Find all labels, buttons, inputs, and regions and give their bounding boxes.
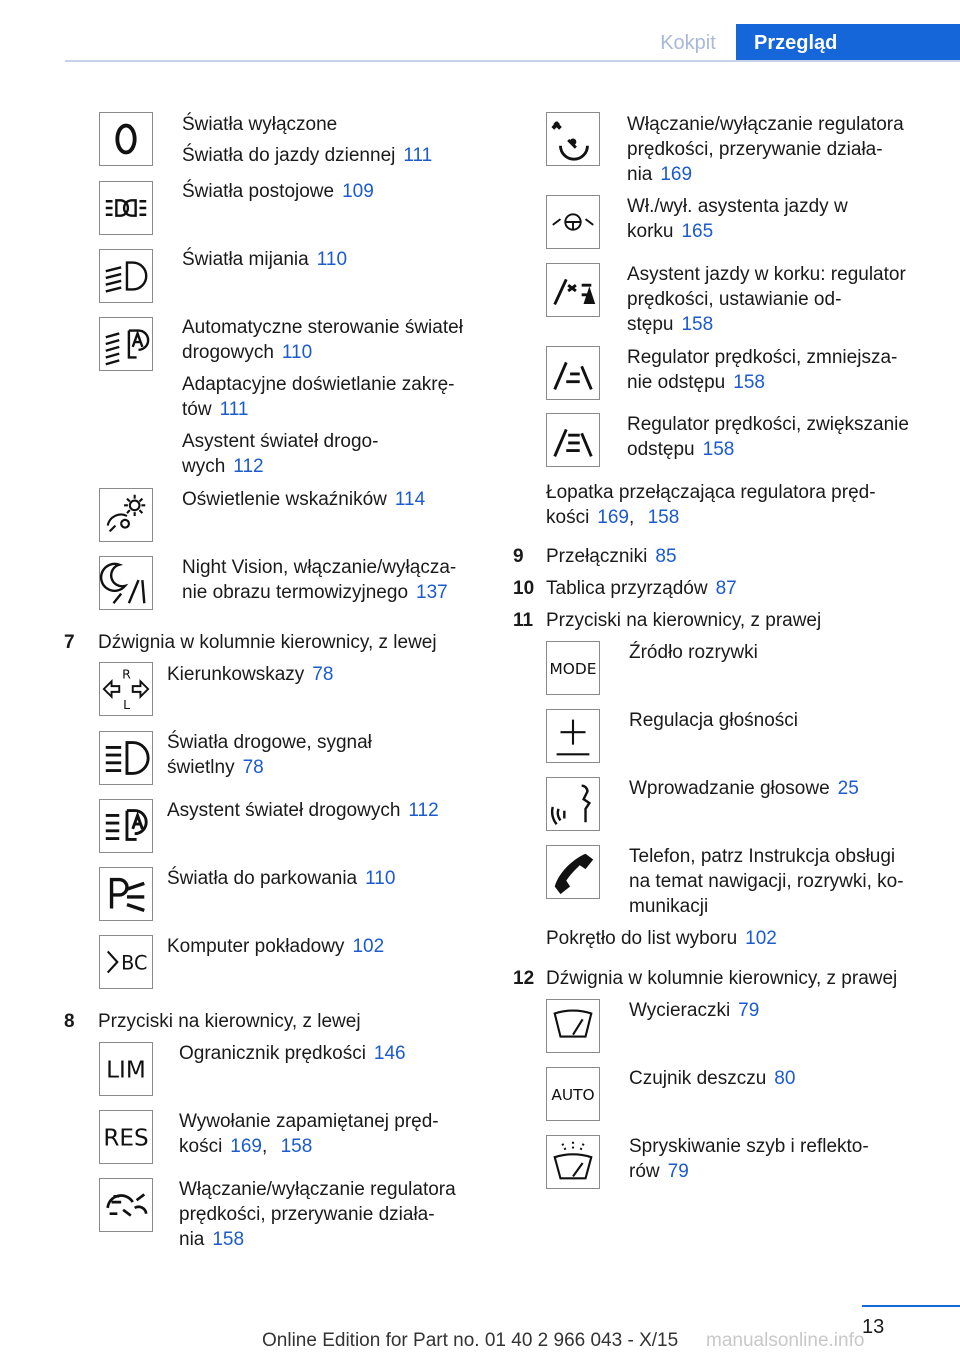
section-heading: Przyciski na kierownicy, z prawej [546, 610, 822, 631]
volume-icon [546, 709, 600, 763]
distance-increase-label-2: odstępu 158 [627, 439, 735, 460]
page-ref[interactable]: 112 [233, 456, 264, 477]
distance-decrease-icon [546, 346, 600, 400]
distance-setting-label-2: prędkości, ustawianie od- [627, 289, 842, 310]
high-beam-assistant-label-s7: Asystent świateł drogowych 112 [167, 800, 439, 821]
page-ref[interactable]: 102 [352, 936, 385, 957]
page-ref[interactable]: 111 [219, 399, 249, 420]
page-ref[interactable]: 111 [403, 145, 433, 166]
resume-speed-icon [99, 1110, 153, 1164]
cruise-on-off-label-3: nia 169 [627, 164, 693, 185]
section-heading: Przełączniki 85 [546, 546, 677, 567]
section-heading: Dźwignia w kolumnie kierownicy, z lewej [98, 632, 437, 653]
low-beam-label: Światła mijania 110 [182, 249, 348, 270]
page-ref[interactable]: 80 [774, 1068, 796, 1089]
wipers-label: Wycieraczki 79 [629, 1000, 760, 1021]
parking-light-icon [99, 867, 153, 921]
instrument-lighting-label: Oświetlenie wskaźników 114 [182, 489, 426, 510]
svg-text:BC: BC [121, 951, 148, 975]
adaptive-lighting-label: Adaptacyjne doświetlanie zakrę- [182, 374, 455, 395]
low-beam-icon [99, 249, 153, 303]
page-ref[interactable]: 78 [242, 757, 264, 778]
item-number: 8 [64, 1011, 75, 1032]
cruise-paddle-label: Łopatka przełączająca regulatora pręd- [546, 482, 876, 503]
page-ref[interactable]: 110 [365, 868, 396, 889]
cruise-on-off-icon [546, 112, 600, 166]
phone-label: Telefon, patrz Instrukcja obsługi [629, 846, 896, 867]
washer-label: Spryskiwanie szyb i reflekto- [629, 1136, 869, 1157]
page-ref[interactable]: 169 [597, 507, 629, 528]
page-ref[interactable]: 158 [280, 1136, 313, 1157]
page-ref[interactable]: 158 [212, 1229, 245, 1250]
distance-decrease-label: Regulator prędkości, zmniejsza- [627, 347, 898, 368]
page-ref[interactable]: 110 [316, 249, 348, 270]
page-number: 13 [862, 1316, 885, 1338]
distance-increase-icon [546, 413, 600, 467]
page-ref[interactable]: 87 [715, 578, 737, 599]
voice-input-icon [546, 777, 600, 831]
distance-setting-label-3: stępu 158 [627, 314, 714, 335]
svg-text:MODE: MODE [549, 659, 597, 678]
tab-przeglad[interactable]: Przegląd [736, 24, 960, 62]
selection-knob-label: Pokrętło do list wyboru 102 [546, 928, 777, 949]
high-beam-assistant-label: Asystent świateł drogo- [182, 431, 379, 452]
lights-off-label: Światła wyłączone [182, 114, 338, 135]
high-beam-label-2: świetlny 78 [167, 757, 264, 778]
page-ref[interactable]: 137 [416, 582, 448, 603]
cruise-control-label-3: nia 158 [179, 1229, 245, 1250]
svg-text:R: R [122, 666, 131, 682]
onboard-computer-label: Komputer pokładowy 102 [167, 936, 385, 957]
distance-increase-label: Regulator prędkości, zwiększanie [627, 414, 909, 435]
distance-setting-label: Asystent jazdy w korku: regulator [627, 264, 906, 285]
edition-footer: Online Edition for Part no. 01 40 2 966 043 - X/15 [262, 1330, 679, 1351]
page-ref[interactable]: 79 [738, 1000, 760, 1021]
parking-light-label: Światła do parkowania 110 [167, 868, 396, 889]
cruise-on-off-label-2: prędkości, przerywanie działa- [627, 139, 883, 160]
cruise-control-label-2: prędkości, przerywanie działa- [179, 1204, 435, 1225]
svg-text:AUTO: AUTO [551, 1085, 595, 1104]
page-ref[interactable]: 78 [312, 664, 334, 685]
page-ref[interactable]: 112 [408, 800, 439, 821]
section-heading: Dźwignia w kolumnie kierownicy, z prawej [546, 968, 898, 989]
high-beam-assistant-icon [99, 799, 153, 853]
page-ref[interactable]: 114 [394, 489, 426, 510]
page-ref[interactable]: 169 [660, 164, 693, 185]
voice-input-label: Wprowadzanie głosowe 25 [629, 778, 859, 799]
page-ref[interactable]: 158 [702, 439, 735, 460]
page-ref[interactable]: 85 [655, 546, 677, 567]
watermark: manualsonline.info [706, 1330, 865, 1351]
section-heading: Przyciski na kierownicy, z lewej [98, 1011, 361, 1032]
tab-kokpit[interactable]: Kokpit [660, 32, 716, 54]
item-number: 7 [64, 632, 75, 653]
page-ref[interactable]: 146 [373, 1043, 406, 1064]
rain-sensor-icon [546, 1067, 600, 1121]
night-vision-label-2: nie obrazu termowizyjnego 137 [182, 582, 448, 603]
svg-text:L: L [123, 697, 131, 713]
onboard-computer-icon [99, 935, 153, 989]
page-ref[interactable]: 79 [667, 1161, 689, 1182]
speed-limiter-label: Ogranicznik prędkości 146 [179, 1043, 406, 1064]
instrument-lighting-icon [99, 488, 153, 542]
night-vision-icon [99, 556, 153, 610]
page-ref[interactable]: 165 [681, 221, 714, 242]
item-number: 10 [513, 578, 535, 599]
auto-high-beam-icon [99, 317, 153, 371]
svg-text:RES: RES [103, 1125, 149, 1152]
item-number: 12 [513, 968, 535, 989]
high-beam-assistant-label-2: wych 112 [182, 456, 264, 477]
resume-speed-label-2: kości 169, 158 [179, 1136, 313, 1157]
section-heading: Tablica przyrządów 87 [546, 578, 737, 599]
page-ref[interactable]: 110 [281, 342, 313, 363]
page-ref[interactable]: 169 [230, 1136, 262, 1157]
volume-label: Regulacja głośności [629, 710, 798, 731]
cruise-on-off-label: Włączanie/wyłączanie regulatora [627, 114, 904, 135]
high-beam-label: Światła drogowe, sygnał [167, 732, 372, 753]
traffic-jam-assistant-label-2: korku 165 [627, 221, 714, 242]
cruise-control-icon [99, 1178, 153, 1232]
page-ref[interactable]: 102 [745, 928, 777, 949]
page-ref[interactable]: 25 [837, 778, 859, 799]
header-rule [65, 60, 960, 62]
phone-icon [546, 845, 600, 899]
washer-icon [546, 1135, 600, 1189]
distance-setting-icon [546, 263, 600, 317]
phone-label-2: na temat nawigacji, rozrywki, ko- [629, 871, 904, 892]
wiper-icon [546, 999, 600, 1053]
turn-signal-label: Kierunkowskazy 78 [167, 664, 334, 685]
speed-limiter-icon [99, 1042, 153, 1096]
cruise-control-label: Włączanie/wyłączanie regulatora [179, 1179, 456, 1200]
adaptive-lighting-label-2: tów 111 [182, 399, 249, 420]
mode-icon [546, 641, 600, 695]
night-vision-label: Night Vision, włączanie/wyłącza- [182, 557, 457, 578]
parking-lights-icon [99, 181, 153, 235]
item-number: 9 [513, 546, 524, 567]
page-ref[interactable]: 109 [342, 181, 374, 202]
item-number: 11 [513, 610, 534, 631]
turn-signal-icon [99, 662, 153, 716]
washer-label-2: rów 79 [629, 1161, 689, 1182]
phone-label-3: munikacji [629, 896, 709, 917]
distance-decrease-label-2: nie odstępu 158 [627, 372, 765, 393]
page-ref[interactable]: 158 [733, 372, 765, 393]
resume-speed-label: Wywołanie zapamiętanej pręd- [179, 1111, 439, 1132]
traffic-jam-assistant-icon [546, 195, 600, 249]
parking-lights-label: Światła postojowe 109 [182, 181, 374, 202]
high-beam-icon [99, 731, 153, 785]
cruise-paddle-label-2: kości 169, 158 [546, 507, 680, 528]
entertainment-source-label: Źródło rozrywki [629, 642, 758, 663]
rain-sensor-label: Czujnik deszczu 80 [629, 1068, 796, 1089]
page-ref[interactable]: 158 [681, 314, 714, 335]
footer-rule [862, 1305, 960, 1307]
auto-high-beam-label: Automatyczne sterowanie świateł [182, 317, 463, 338]
daytime-lights-label: Światła do jazdy dziennej 111 [182, 145, 433, 166]
lights-off-icon [99, 112, 153, 166]
auto-high-beam-label-2: drogowych 110 [182, 342, 313, 363]
traffic-jam-assistant-label: Wł./wył. asystenta jazdy w [627, 196, 848, 217]
page-ref[interactable]: 158 [647, 507, 680, 528]
svg-text:LIM: LIM [106, 1057, 146, 1084]
